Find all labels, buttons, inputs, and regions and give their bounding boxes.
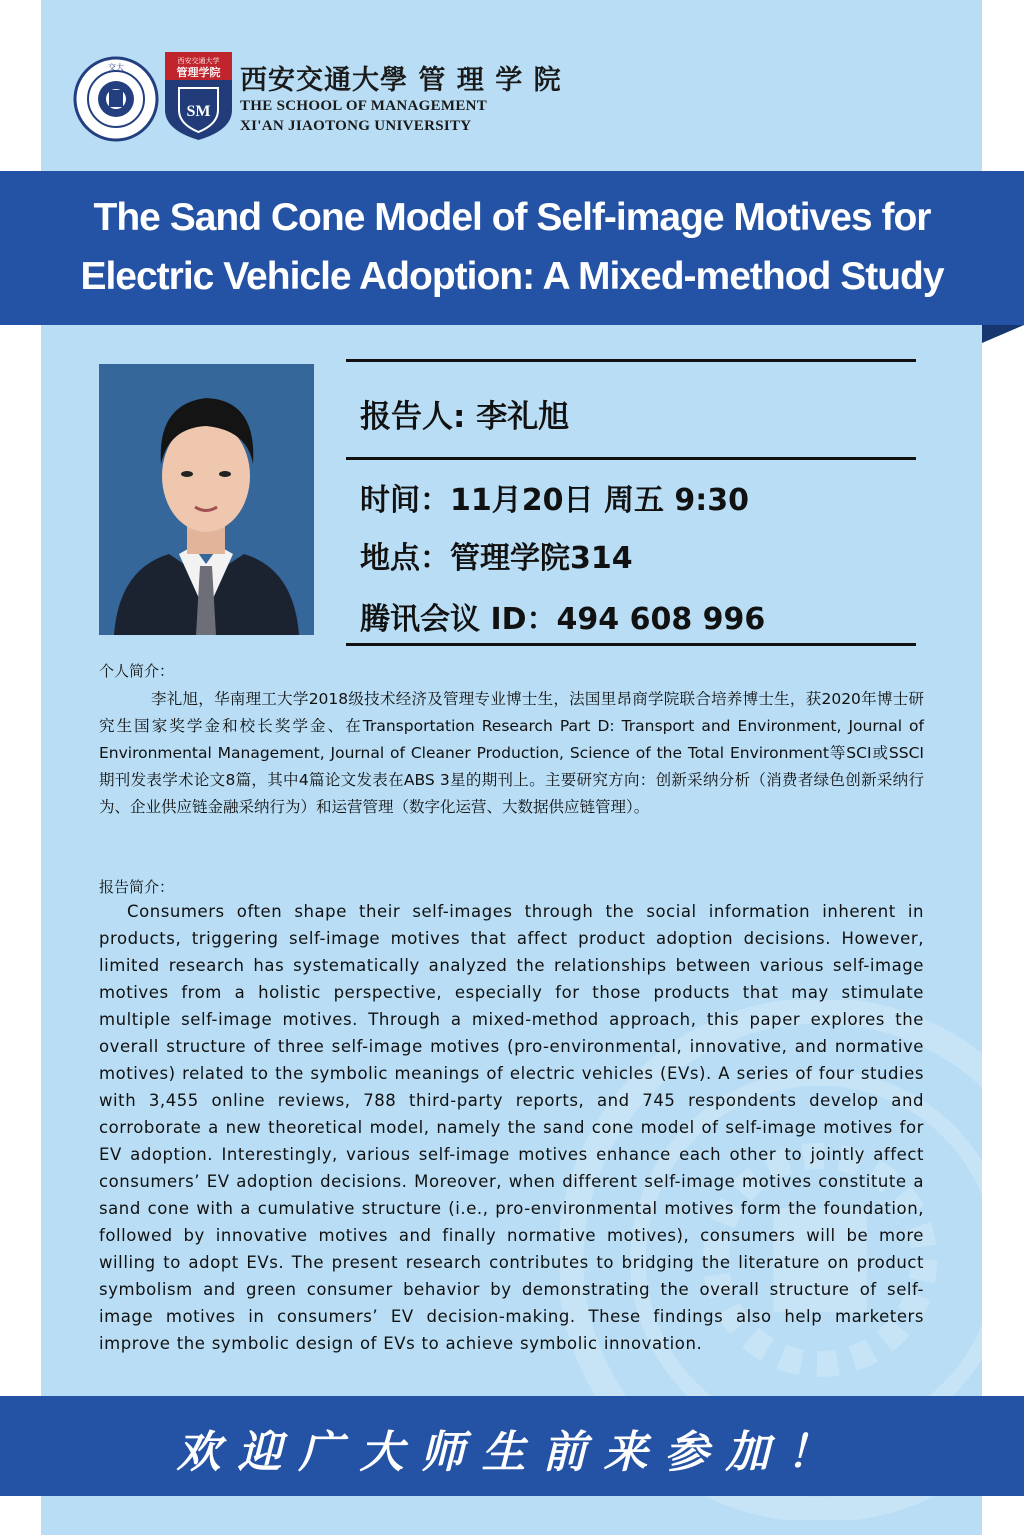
talk-title-line1: The Sand Cone Model of Self-image Motives for xyxy=(93,196,931,239)
svg-text:交大: 交大 xyxy=(108,63,124,72)
abstract-text: Consumers often shape their self-images through the social information inherent in products, triggering self-image motives that affect product adoption decisions. However, limited research has systematically analyzed the relationships between various self-image motives from a holistic perspective, especially for those products that may stimulate multiple self-image motives. Through a mixed-method approach, this paper explores the overall structure of three self-image motives (pro-environmental, innovative, and normative motives) related to the symbolic meanings of electric vehicles (EVs). A series of four studies with 3,455 online reviews, 788 third-party reports, and 745 respondents develop and corroborate a new theoretical model, namely the sand cone model of self-image motives for EV adoption. Interestingly, various self-image motives enhance each other to jointly affect consumers’ EV adoption decisions. Moreover, when different self-image motives constitute a sand cone with a cumulative structure (i.e., pro-environmental motives form the foundation, followed by innovative motives and finally normative motives), consumers will be more willing to adopt EVs. The present research contributes to bridging the literature on product symbolism and green consumer behavior by demonstrating the overall structure of self-image motives in consumers’ EV decision-making. These findings also help marketers improve the symbolic design of EVs to achieve symbolic innovation. xyxy=(99,902,924,1353)
welcome-message: 欢迎广大师生前来参加！ xyxy=(176,1427,848,1478)
brand-name-chinese: 西安交通大學 管 理 学 院 xyxy=(240,65,562,96)
svg-text:西安交通大学: 西安交通大学 xyxy=(177,57,220,65)
svg-text:管理学院: 管理学院 xyxy=(176,66,221,79)
divider-bottom xyxy=(346,643,916,646)
title-banner xyxy=(0,171,1024,325)
svg-text:SM: SM xyxy=(186,103,211,120)
speaker-name: 报告人: 李礼旭 xyxy=(360,399,570,435)
tencent-meeting-id: 腾讯会议 ID：494 608 996 xyxy=(360,602,766,637)
divider-top xyxy=(346,359,916,362)
school-of-management-shield-logo xyxy=(165,52,232,140)
bio-heading: 个人简介： xyxy=(99,662,175,680)
banner-fold-decoration xyxy=(982,325,1024,343)
event-location: 地点：管理学院314 xyxy=(360,541,633,576)
brand-name-english-line2: XI'AN JIAOTONG UNIVERSITY xyxy=(240,118,472,134)
xjtu-seal-logo xyxy=(73,56,159,142)
speaker-photo xyxy=(99,364,314,635)
brand-name-english-line1: THE SCHOOL OF MANAGEMENT xyxy=(240,98,488,114)
abstract-heading: 报告简介： xyxy=(99,878,175,896)
talk-title-line2: Electric Vehicle Adoption: A Mixed-method Study xyxy=(80,255,944,298)
event-time: 时间：11月20日 周五 9:30 xyxy=(360,483,750,518)
bio-text: 李礼旭，华南理工大学2018级技术经济及管理专业博士生，法国里昂商学院联合培养博士生，获2020年博士研究生国家奖学金和校长奖学金、在Transportation Research Part D: Transport and Environment, Journal of Environmental Management, Journal of Cleaner Production, Science of the Total Environment等SCI或SSCI 期刊发表学术论文8篇，其中4篇论文发表在ABS 3星的期刊上。主要研究方向：创新采纳分析（消费者绿色创新采纳行为、企业供应链金融采纳行为）和运营管理（数字化运营、大数据供应链管理）。 xyxy=(99,690,924,816)
divider-middle xyxy=(346,457,916,460)
